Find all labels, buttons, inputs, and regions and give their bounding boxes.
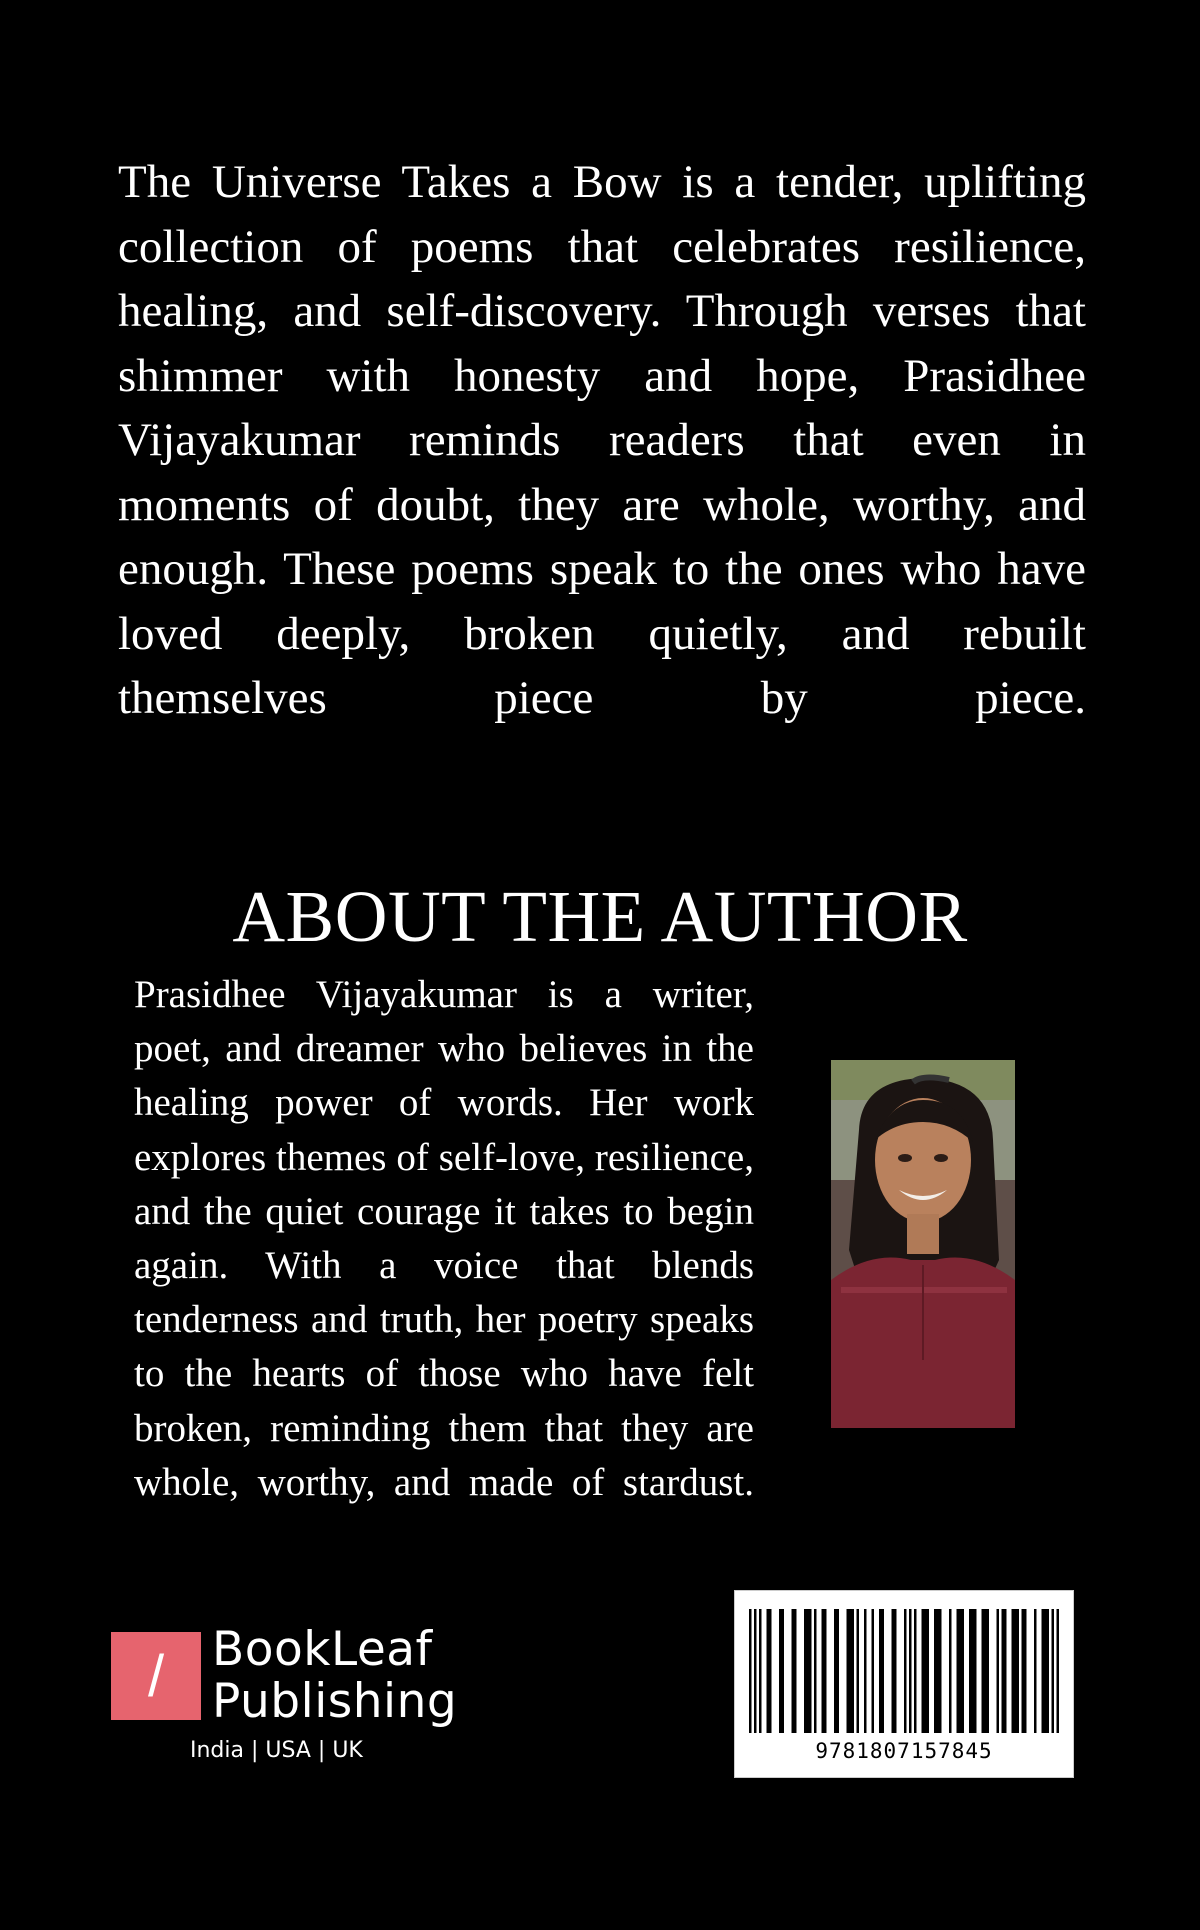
barcode-bar: [847, 1609, 855, 1733]
barcode-bar: [1057, 1609, 1060, 1733]
barcode-bar: [914, 1609, 917, 1733]
isbn-barcode: [734, 1590, 1074, 1778]
logo-slash-mark: /: [147, 1643, 165, 1709]
isbn-number: 9781807157845: [815, 1739, 993, 1763]
barcode-bars-icon: [749, 1609, 1059, 1733]
publisher-countries: India | USA | UK: [190, 1738, 363, 1763]
barcode-bar: [822, 1609, 827, 1733]
book-blurb: The Universe Takes a Bow is a tender, uplifting collection of poems that celebrates resilience, healing, and self-discovery. Through verses that shimmer with honesty and hope, Prasidhee Vijayakumar reminds readers that even in moments of doubt, they are whole, worthy, and enough. These poems speak to the ones who have loved deeply, broken quietly, and rebuilt themselves piece by piece.: [118, 156, 1086, 724]
barcode-bar: [749, 1609, 752, 1733]
barcode-bar: [792, 1609, 797, 1733]
barcode-bar: [982, 1609, 990, 1733]
barcode-bar: [1022, 1609, 1027, 1733]
publisher-logo-icon: [111, 1632, 201, 1720]
author-bio: Prasidhee Vijayakumar is a writer, poet, and dreamer who believes in the healing power of words. Her work explores themes of self-love, resilience, and the quiet courage it takes to begin again. With a voice that blends tenderness and truth, her poetry speaks to the hearts of those who have felt broken, reminding them that they are whole, worthy, and made of stardust.: [134, 973, 754, 1504]
barcode-bar: [872, 1609, 875, 1733]
barcode-bar: [759, 1609, 762, 1733]
publisher-name-line1: BookLeaf: [212, 1622, 433, 1677]
barcode-bar: [969, 1609, 977, 1733]
barcode-bar: [922, 1609, 930, 1733]
barcode-bar: [754, 1609, 757, 1733]
barcode-bar: [804, 1609, 812, 1733]
barcode-bar: [879, 1609, 884, 1733]
barcode-bar: [1042, 1609, 1050, 1733]
about-author-heading: ABOUT THE AUTHOR: [232, 876, 968, 957]
barcode-bar: [1034, 1609, 1037, 1733]
barcode-bar: [864, 1609, 867, 1733]
barcode-bar: [892, 1609, 897, 1733]
barcode-bar: [904, 1609, 907, 1733]
barcode-bar: [1052, 1609, 1055, 1733]
barcode-bar: [767, 1609, 772, 1733]
barcode-bar: [957, 1609, 965, 1733]
barcode-bar: [857, 1609, 860, 1733]
barcode-bar: [949, 1609, 952, 1733]
barcode-bar: [934, 1609, 942, 1733]
barcode-bar: [1012, 1609, 1020, 1733]
barcode-bar: [779, 1609, 784, 1733]
barcode-bar: [997, 1609, 1000, 1733]
publisher-name: [212, 1624, 457, 1728]
barcode-bar: [834, 1609, 839, 1733]
publisher-name-line2: Publishing: [212, 1674, 458, 1729]
author-photo: [831, 1060, 1015, 1428]
barcode-bar: [1002, 1609, 1007, 1733]
barcode-bar: [814, 1609, 817, 1733]
barcode-bar: [909, 1609, 912, 1733]
